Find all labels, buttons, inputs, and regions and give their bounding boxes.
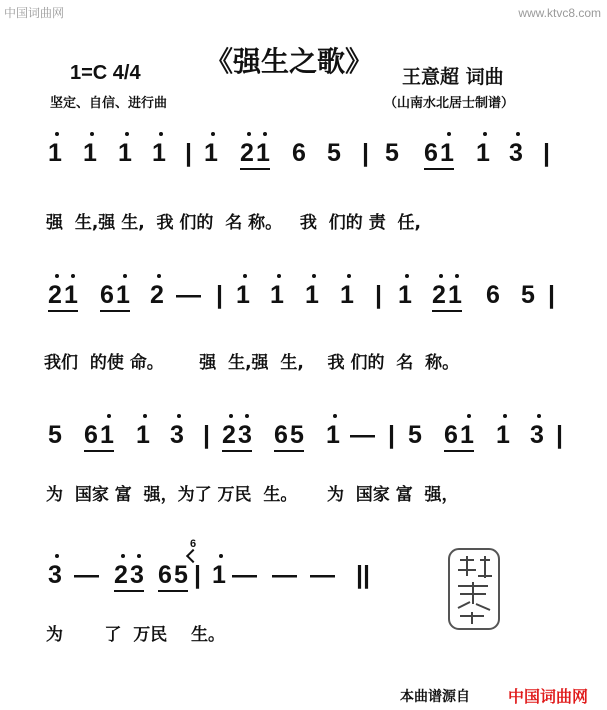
barline: | [185, 139, 192, 167]
high-octave-dot [247, 132, 251, 136]
high-octave-dot [123, 274, 127, 278]
note: 1 [83, 139, 97, 167]
note: 1 [496, 421, 510, 449]
note: 1 [152, 139, 166, 167]
note: 1 [398, 281, 412, 309]
high-octave-dot [137, 554, 141, 558]
note: 1 [460, 421, 474, 449]
dash: — [74, 561, 99, 589]
barline: | [388, 421, 395, 449]
note: 2 [222, 421, 236, 449]
note: 3 [509, 139, 523, 167]
lyrics-line-1: 强 生,强 生, 我 们的 名 称。 我 们的 责 任, [46, 213, 421, 233]
note: 5 [290, 421, 304, 449]
note: 2 [150, 281, 164, 309]
note: 1 [448, 281, 462, 309]
note: 1 [64, 281, 78, 309]
high-octave-dot [516, 132, 520, 136]
dash: — [232, 561, 257, 589]
note: 3 [130, 561, 144, 589]
eighth-underline [84, 450, 114, 452]
high-octave-dot [143, 414, 147, 418]
eighth-underline [114, 590, 144, 592]
lyrics-line-3: 为 国家 富 强，为了 万民 生。 为 国家 富 强， [46, 485, 459, 505]
high-octave-dot [455, 274, 459, 278]
dash: — [310, 561, 335, 589]
score-line-2 [0, 280, 607, 320]
high-octave-dot [71, 274, 75, 278]
eighth-underline [222, 450, 252, 452]
eighth-underline [424, 168, 454, 170]
dash: — [272, 561, 297, 589]
seal-stamp-icon [446, 546, 502, 632]
eighth-underline [444, 450, 474, 452]
eighth-underline [100, 310, 130, 312]
barline: | [375, 281, 382, 309]
high-octave-dot [177, 414, 181, 418]
key-signature: 1=C 4/4 [70, 62, 141, 84]
note: 2 [240, 139, 254, 167]
note: 3 [48, 561, 62, 589]
note: 1 [476, 139, 490, 167]
note: 1 [305, 281, 319, 309]
note: 5 [408, 421, 422, 449]
high-octave-dot [107, 414, 111, 418]
note: 1 [256, 139, 270, 167]
note: 6 [486, 281, 500, 309]
high-octave-dot [405, 274, 409, 278]
barline: | [556, 421, 563, 449]
note: 1 [340, 281, 354, 309]
note: 1 [116, 281, 130, 309]
footer-source-label: 本曲谱源自 [400, 689, 470, 705]
high-octave-dot [211, 132, 215, 136]
note: 6 [84, 421, 98, 449]
eighth-underline [240, 168, 270, 170]
high-octave-dot [312, 274, 316, 278]
high-octave-dot [229, 414, 233, 418]
high-octave-dot [245, 414, 249, 418]
high-octave-dot [483, 132, 487, 136]
note: 5 [327, 139, 341, 167]
note: 3 [530, 421, 544, 449]
note: 5 [174, 561, 188, 589]
note: 1 [204, 139, 218, 167]
note: 5 [385, 139, 399, 167]
eighth-underline [274, 450, 304, 452]
note: 2 [114, 561, 128, 589]
high-octave-dot [157, 274, 161, 278]
barline: | [548, 281, 555, 309]
lyrics-line-2: 我们 的使 命。 强 生,强 生, 我 们的 名 称。 [44, 353, 460, 373]
seal-stamp [446, 546, 502, 632]
composer-credit: 王意超 词曲 [402, 66, 504, 88]
note: 3 [170, 421, 184, 449]
eighth-underline [48, 310, 78, 312]
score-line-4 [0, 538, 607, 600]
high-octave-dot [219, 554, 223, 558]
lyrics-line-4: 为 了 万民 生。 [46, 625, 225, 645]
score-line-3 [0, 420, 607, 460]
note: 1 [118, 139, 132, 167]
watermark-site-name: 中国词曲网 [4, 6, 65, 20]
page-title: 《强生之歌》 [205, 45, 374, 78]
barline: | [362, 139, 369, 167]
high-octave-dot [447, 132, 451, 136]
high-octave-dot [55, 274, 59, 278]
note: 6 [158, 561, 172, 589]
note: 6 [100, 281, 114, 309]
barline: | [194, 561, 201, 589]
note: 6 [424, 139, 438, 167]
barline: | [543, 139, 550, 167]
eighth-underline [158, 590, 188, 592]
transcriber-credit: （山南水北居士制谱） [384, 96, 515, 111]
grace-note: 6 [190, 538, 197, 550]
note: 6 [444, 421, 458, 449]
note: 5 [521, 281, 535, 309]
barline: | [203, 421, 210, 449]
note: 1 [236, 281, 250, 309]
note: 3 [238, 421, 252, 449]
dash: — [176, 281, 201, 309]
eighth-underline [432, 310, 462, 312]
note: 1 [440, 139, 454, 167]
high-octave-dot [159, 132, 163, 136]
tempo-marking: 坚定、自信、进行曲 [50, 96, 168, 111]
note: 1 [136, 421, 150, 449]
note: 2 [432, 281, 446, 309]
double-barline: || [356, 561, 370, 589]
watermark-site-url: www.ktvc8.com [518, 6, 601, 20]
high-octave-dot [263, 132, 267, 136]
high-octave-dot [121, 554, 125, 558]
note: 1 [48, 139, 62, 167]
note: 2 [48, 281, 62, 309]
high-octave-dot [90, 132, 94, 136]
barline: | [216, 281, 223, 309]
high-octave-dot [125, 132, 129, 136]
note: 6 [274, 421, 288, 449]
high-octave-dot [55, 132, 59, 136]
high-octave-dot [277, 274, 281, 278]
dash: — [350, 421, 375, 449]
score-line-1 [0, 138, 607, 178]
note: 1 [270, 281, 284, 309]
note: 1 [212, 561, 226, 589]
high-octave-dot [537, 414, 541, 418]
high-octave-dot [333, 414, 337, 418]
note: 6 [292, 139, 306, 167]
high-octave-dot [467, 414, 471, 418]
high-octave-dot [243, 274, 247, 278]
note: 5 [48, 421, 62, 449]
note: 1 [100, 421, 114, 449]
high-octave-dot [347, 274, 351, 278]
high-octave-dot [439, 274, 443, 278]
footer-brand-link[interactable]: 中国词曲网 [508, 687, 589, 706]
high-octave-dot [55, 554, 59, 558]
note: 1 [326, 421, 340, 449]
high-octave-dot [503, 414, 507, 418]
